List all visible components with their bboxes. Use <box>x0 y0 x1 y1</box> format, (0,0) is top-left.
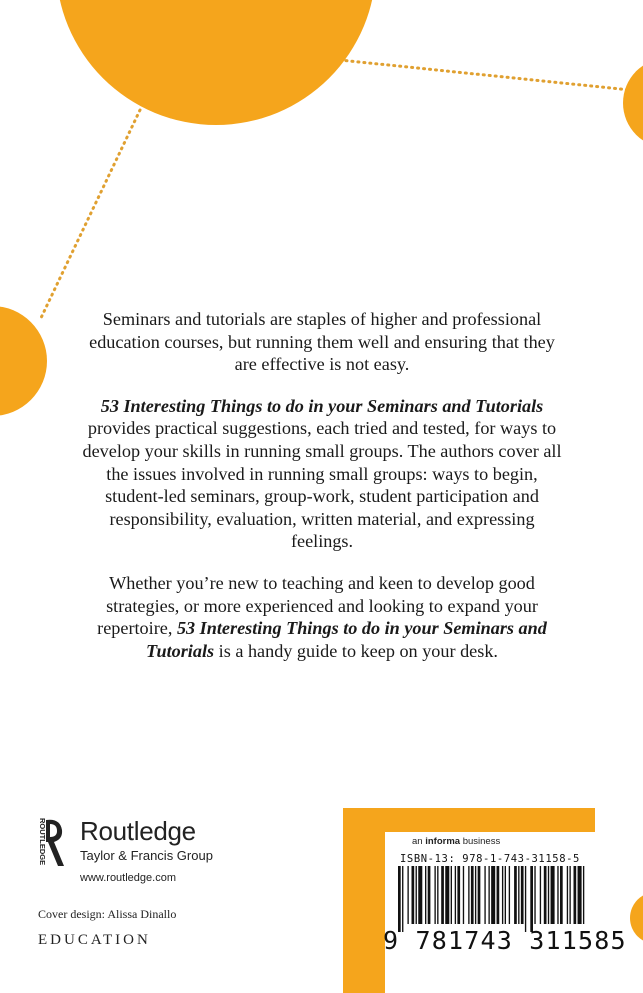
blurb-paragraph-1: Seminars and tutorials are staples of higher and professional education courses, but running them well and ensuring that they are effective is not easy. <box>89 309 555 375</box>
blurb-paragraph-3 <box>82 572 562 662</box>
back-cover-blurb <box>82 308 562 681</box>
ean-rest-digits: 781743 311585 <box>415 926 627 955</box>
informa-prefix: an <box>412 836 426 847</box>
logo-vertical-text: ROUTLEDGE <box>38 818 47 866</box>
publisher-name: Routledge <box>80 816 196 846</box>
blurb-paragraph-2 <box>82 395 562 553</box>
book-title-emphasis: 53 Interesting Things to do in your Seminars and Tutorials <box>100 395 544 416</box>
ean-first-digit: 9 <box>383 926 400 955</box>
blurb-paragraph-2-text: provides practical suggestions, each tried and tested, for ways to develop your skills in running small groups. The authors cover all the issues involved in running small groups: ways to begin, student-led seminars, group-work, student participation and responsibility, evaluation, written material, and expressing feelings. <box>82 418 562 552</box>
cover-design-credit: Cover design: Alissa Dinallo <box>38 907 177 921</box>
book-category: EDUCATION <box>38 932 151 948</box>
isbn-text: ISBN-13: 978-1-743-31158-5 <box>400 853 580 865</box>
blurb-paragraph-3-end: is a handy guide to keep on your desk. <box>214 640 498 661</box>
publisher-group: Taylor & Francis Group <box>80 848 213 863</box>
publisher-url[interactable]: www.routledge.com <box>80 872 176 884</box>
blurb-paragraph-3-start: Whether you’re new to teaching and keen to develop good strategies, or more experienced and looking to expand your repertoire, <box>97 572 538 639</box>
ean-digits <box>383 926 627 955</box>
left-circle <box>0 306 47 416</box>
informa-suffix: business <box>460 836 501 847</box>
routledge-logo-icon <box>30 814 74 870</box>
bottom-right-circle <box>630 892 643 944</box>
book-title-emphasis-2: 53 Interesting Things to do in your Seminars and Tutorials <box>146 618 547 661</box>
informa-bold: informa <box>425 836 461 847</box>
top-circle <box>56 0 376 125</box>
right-circle <box>623 58 643 148</box>
barcode-icon <box>398 866 588 932</box>
informa-business-line <box>412 836 500 847</box>
